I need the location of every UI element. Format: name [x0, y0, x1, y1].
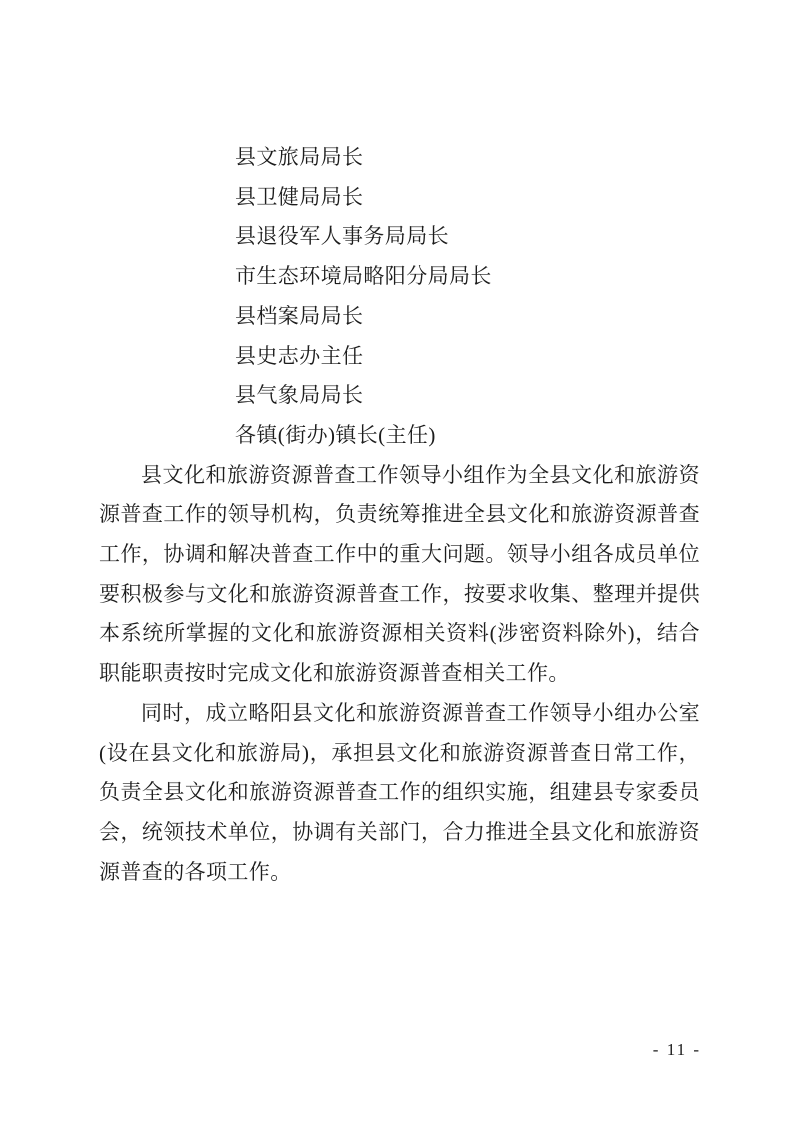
member-list-item: 县档案局局长 [235, 303, 364, 328]
member-list-item: 市生态环境局略阳分局局长 [235, 264, 492, 289]
member-list-item: 县退役军人事务局局长 [235, 224, 449, 249]
member-list-item: 县气象局局长 [235, 383, 364, 408]
member-list [99, 138, 700, 456]
member-list-item: 各镇(街办)镇长(主任) [235, 422, 436, 447]
member-list-item: 县史志办主任 [235, 343, 364, 368]
member-list-item: 县文旅局局长 [235, 145, 364, 169]
document-content [99, 138, 700, 892]
member-list-item: 县卫健局局长 [235, 184, 364, 209]
body-paragraph-office: 同时，成立略阳县文化和旅游资源普查工作领导小组办公室(设在县文化和旅游局)，承担县文化和旅游资源普查日常工作，负责全县文化和旅游资源普查工作的组织实施，组建县专家委员会，统领技术单位，协调有关部门，合力推进全县文化和旅游资源普查的各项工作。 [99, 700, 700, 884]
body-paragraph-leading-group: 县文化和旅游资源普查工作领导小组作为全县文化和旅游资源普查工作的领导机构，负责统筹推进全县文化和旅游资源普查工作，协调和解决普查工作中的重大问题。领导小组各成员单位要积极参与文化和旅游资源普查工作，按要求收集、整理并提供本系统所掌握的文化和旅游资源相关资料(涉密资料除外)，结合职能职责按时完成文化和旅游资源普查相关工作。 [99, 462, 700, 686]
page-number: - 11 - [652, 1040, 701, 1059]
